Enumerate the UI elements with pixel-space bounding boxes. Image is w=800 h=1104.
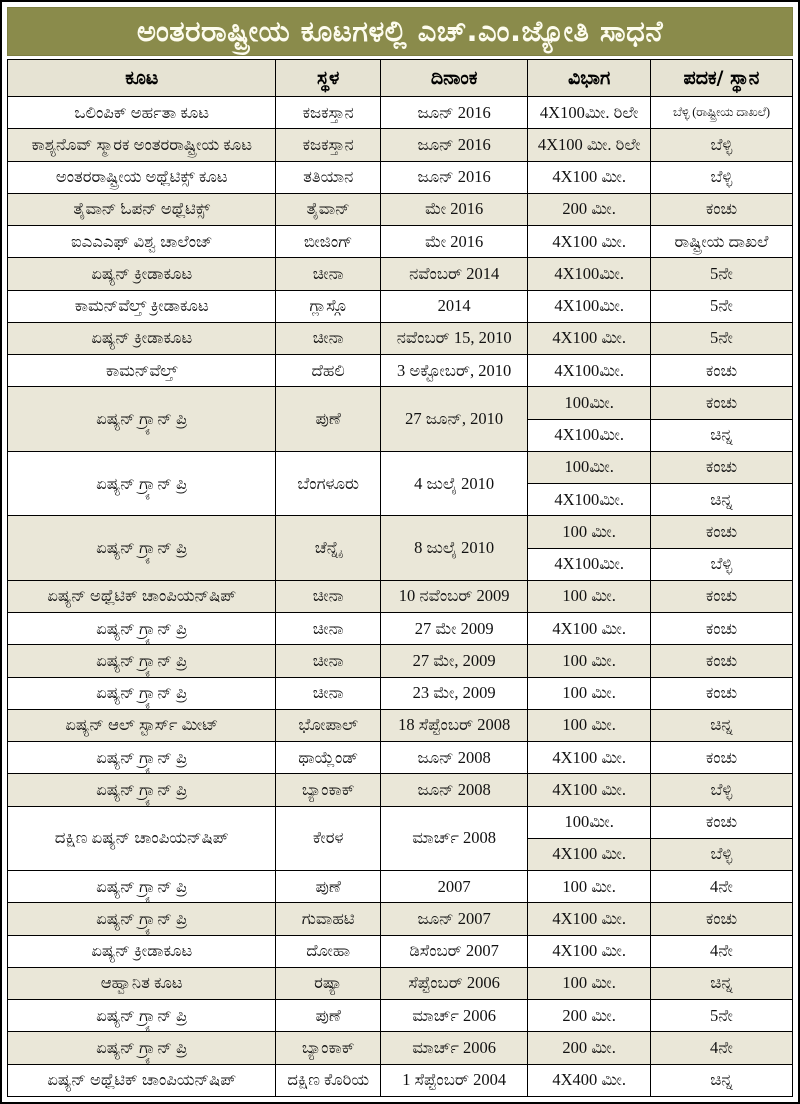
table-row [8,935,793,967]
cell-medal: ಕಂಚು [650,193,792,225]
cell-meet: ಏಷ್ಯನ್ ಗ್ರ್ಯಾನ್ ಪ್ರಿ [8,1032,276,1064]
cell-date: ಡಿಸೆಂಬರ್ 2007 [380,935,528,967]
cell-place: ಕಜಕಸ್ತಾನ [276,97,380,129]
cell-date: ಮೇ 2016 [380,226,528,258]
table-row [8,871,793,903]
col-header-event: ವಿಭಾಗ [528,60,650,97]
table-row [8,129,793,161]
cell-event: 4X100 ಮೀ. [528,226,650,258]
table-row [8,258,793,290]
table-row [8,774,793,806]
cell-meet: ಏಷ್ಯನ್ ಆಲ್ ಸ್ಟಾರ್ಸ್ ಮೀಟ್ [8,709,276,741]
header-row [8,60,793,97]
cell-date: ಜೂನ್ 2016 [380,129,528,161]
cell-medal: ಕಂಚು [650,451,792,483]
cell-place: ಥಾಯ್ಲೆಂಡ್ [276,742,380,774]
table-row [8,355,793,387]
cell-medal: ಕಂಚು [650,355,792,387]
table-row [8,903,793,935]
cell-date: ಜೂನ್ 2008 [380,774,528,806]
cell-event: 4X100ಮೀ. ರಿಲೇ [528,97,650,129]
cell-medal: ಬೆಳ್ಳಿ [650,129,792,161]
cell-date: ಜೂನ್ 2007 [380,903,528,935]
cell-medal: ರಾಷ್ಟ್ರೀಯ ದಾಖಲೆ [650,226,792,258]
table-row [8,451,793,483]
cell-medal: ಕಂಚು [650,903,792,935]
cell-meet: ಏಷ್ಯನ್ ಗ್ರ್ಯಾನ್ ಪ್ರಿ [8,387,276,452]
cell-place: ತೈವಾನ್ [276,193,380,225]
cell-place: ಬ್ಯಾಂಕಾಕ್ [276,774,380,806]
cell-date: 27 ಮೇ, 2009 [380,645,528,677]
cell-medal: 5ನೇ [650,290,792,322]
cell-place: ಪುಣೆ [276,871,380,903]
cell-medal: ಚಿನ್ನ [650,1064,792,1097]
cell-date: ನವೆಂಬರ್ 2014 [380,258,528,290]
cell-event: 4X100 ಮೀ. [528,903,650,935]
cell-meet: ಐಎಎಎಫ್ ವಿಶ್ವ ಚಾಲೆಂಜ್ [8,226,276,258]
table-row [8,742,793,774]
cell-medal: ಕಂಚು [650,387,792,419]
cell-date: 2014 [380,290,528,322]
table-row [8,677,793,709]
cell-meet: ಕಾಮನ್‌ವೆಲ್ತ್ ಕ್ರೀಡಾಕೂಟ [8,290,276,322]
cell-event: 4X100 ಮೀ. [528,742,650,774]
cell-medal: 5ನೇ [650,322,792,354]
cell-place: ದೆಹಲಿ [276,355,380,387]
cell-event: 100ಮೀ. [528,451,650,483]
cell-date: 8 ಜುಲೈ 2010 [380,516,528,581]
table-row [8,322,793,354]
cell-event: 4X100 ಮೀ. [528,935,650,967]
cell-medal: ಬೆಳ್ಳಿ [650,774,792,806]
cell-date: 1 ಸೆಪ್ಟೆಂಬರ್ 2004 [380,1064,528,1097]
cell-date: 23 ಮೇ, 2009 [380,677,528,709]
table-row [8,1000,793,1032]
cell-place: ಚೀನಾ [276,322,380,354]
cell-medal: ಕಂಚು [650,806,792,838]
cell-event: 100 ಮೀ. [528,677,650,709]
cell-meet: ಕಾಮನ್‌ವೆಲ್ತ್ [8,355,276,387]
col-header-place: ಸ್ಥಳ [276,60,380,97]
cell-medal: ಬೆಳ್ಳಿ (ರಾಷ್ಟ್ರೀಯ ದಾಖಲೆ) [650,97,792,129]
cell-meet: ಏಷ್ಯನ್ ಗ್ರ್ಯಾನ್ ಪ್ರಿ [8,613,276,645]
cell-date: 2007 [380,871,528,903]
cell-medal: ಚಿನ್ನ [650,709,792,741]
cell-medal: ಚಿನ್ನ [650,967,792,999]
cell-event: 100 ಮೀ. [528,871,650,903]
cell-event: 4X100 ಮೀ. [528,322,650,354]
cell-date: 3 ಅಕ್ಟೋಬರ್, 2010 [380,355,528,387]
cell-date: ಮಾರ್ಚ್ 2006 [380,1000,528,1032]
cell-medal: ಕಂಚು [650,580,792,612]
cell-place: ಚೀನಾ [276,645,380,677]
table-row [8,387,793,419]
cell-event: 200 ಮೀ. [528,193,650,225]
cell-date: ಮಾರ್ಚ್ 2008 [380,806,528,871]
cell-meet: ದಕ್ಷಿಣ ಏಷ್ಯನ್ ಚಾಂಪಿಯನ್‌ಷಿಪ್ [8,806,276,871]
cell-date: 18 ಸೆಪ್ಟೆಂಬರ್ 2008 [380,709,528,741]
cell-event: 100ಮೀ. [528,806,650,838]
cell-meet: ಆಹ್ವಾನಿತ ಕೂಟ [8,967,276,999]
cell-date: 4 ಜುಲೈ 2010 [380,451,528,516]
cell-medal: 4ನೇ [650,871,792,903]
cell-place: ಬ್ಯಾಂಕಾಕ್ [276,1032,380,1064]
table-title-bar [7,7,793,56]
cell-medal: ಕಂಚು [650,677,792,709]
cell-event: 4X100 ಮೀ. [528,838,650,870]
cell-date: ಸೆಪ್ಟೆಂಬರ್ 2006 [380,967,528,999]
cell-event: 4X100ಮೀ. [528,258,650,290]
cell-meet: ಏಷ್ಯನ್ ಅಥ್ಲೆಟಿಕ್ ಚಾಂಪಿಯನ್‌ಷಿಪ್ [8,580,276,612]
cell-event: 100 ಮೀ. [528,580,650,612]
cell-medal: ಕಂಚು [650,613,792,645]
cell-place: ಕೇರಳ [276,806,380,871]
cell-place: ಗುವಾಹಟಿ [276,903,380,935]
cell-date: 27 ಮೇ 2009 [380,613,528,645]
results-table [7,59,793,1097]
cell-date: ಮಾರ್ಚ್ 2006 [380,1032,528,1064]
table-row [8,1032,793,1064]
cell-medal: ಬೆಳ್ಳಿ [650,161,792,193]
cell-place: ಭೋಪಾಲ್ [276,709,380,741]
table-row [8,226,793,258]
cell-date: 10 ನವೆಂಬರ್ 2009 [380,580,528,612]
cell-date: ಜೂನ್ 2016 [380,161,528,193]
table-row [8,97,793,129]
table-row [8,161,793,193]
cell-place: ಬೀಜಿಂಗ್ [276,226,380,258]
cell-meet: ಕಾಶ್ಯನೊವ್ ಸ್ಮಾರಕ ಅಂತರರಾಷ್ಟ್ರೀಯ ಕೂಟ [8,129,276,161]
cell-place: ಚೆನ್ನೈ [276,516,380,581]
table-row [8,290,793,322]
cell-event: 100 ಮೀ. [528,516,650,548]
cell-event: 4X100ಮೀ. [528,419,650,451]
cell-date: ಜೂನ್ 2008 [380,742,528,774]
cell-meet: ಏಷ್ಯನ್ ಗ್ರ್ಯಾನ್ ಪ್ರಿ [8,1000,276,1032]
cell-event: 4X100 ಮೀ. [528,161,650,193]
cell-meet: ಏಷ್ಯನ್ ಅಥ್ಲೆಟಿಕ್ ಚಾಂಪಿಯನ್‌ಷಿಪ್ [8,1064,276,1097]
cell-event: 4X100ಮೀ. [528,355,650,387]
cell-place: ಚೀನಾ [276,580,380,612]
table-row [8,1064,793,1097]
cell-medal: ಚಿನ್ನ [650,419,792,451]
cell-event: 4X100ಮೀ. [528,548,650,580]
cell-meet: ಏಷ್ಯನ್ ಗ್ರ್ಯಾನ್ ಪ್ರಿ [8,774,276,806]
page-title: ಅಂತರರಾಷ್ಟ್ರೀಯ ಕೂಟಗಳಲ್ಲಿ ಎಚ್.ಎಂ.ಜ್ಯೋತಿ ಸಾಧನೆ [136,14,664,48]
cell-medal: 5ನೇ [650,258,792,290]
cell-place: ಚೀನಾ [276,613,380,645]
cell-event: 4X100ಮೀ. [528,484,650,516]
cell-event: 4X100 ಮೀ. ರಿಲೇ [528,129,650,161]
cell-place: ದಕ್ಷಿಣ ಕೊರಿಯ [276,1064,380,1097]
cell-meet: ಏಷ್ಯನ್ ಗ್ರ್ಯಾನ್ ಪ್ರಿ [8,645,276,677]
table-row [8,967,793,999]
cell-meet: ಏಷ್ಯನ್ ಕ್ರೀಡಾಕೂಟ [8,322,276,354]
cell-medal: 5ನೇ [650,1000,792,1032]
cell-meet: ಒಲಿಂಪಿಕ್ ಅರ್ಹತಾ ಕೂಟ [8,97,276,129]
cell-place: ತತಿಯಾನ [276,161,380,193]
cell-medal: ಕಂಚು [650,516,792,548]
cell-meet: ಏಷ್ಯನ್ ಕ್ರೀಡಾಕೂಟ [8,258,276,290]
results-table-wrap [7,59,793,1097]
table-row [8,580,793,612]
cell-place: ದೋಹಾ [276,935,380,967]
cell-place: ಪುಣೆ [276,387,380,452]
table-row [8,193,793,225]
cell-date: ಜೂನ್ 2016 [380,97,528,129]
cell-meet: ಏಷ್ಯನ್ ಗ್ರ್ಯಾನ್ ಪ್ರಿ [8,677,276,709]
cell-place: ಚೀನಾ [276,258,380,290]
cell-medal: ಚಿನ್ನ [650,484,792,516]
cell-medal: ಕಂಚು [650,645,792,677]
cell-date: ಮೇ 2016 [380,193,528,225]
cell-event: 100 ಮೀ. [528,709,650,741]
cell-medal: ಬೆಳ್ಳಿ [650,548,792,580]
cell-medal: ಬೆಳ್ಳಿ [650,838,792,870]
cell-event: 4X100 ಮೀ. [528,774,650,806]
cell-date: 27 ಜೂನ್, 2010 [380,387,528,452]
cell-meet: ಏಷ್ಯನ್ ಗ್ರ್ಯಾನ್ ಪ್ರಿ [8,451,276,516]
cell-event: 100ಮೀ. [528,387,650,419]
cell-place: ಬೆಂಗಳೂರು [276,451,380,516]
cell-meet: ಏಷ್ಯನ್ ಗ್ರ್ಯಾನ್ ಪ್ರಿ [8,742,276,774]
table-row [8,516,793,548]
cell-medal: 4ನೇ [650,1032,792,1064]
cell-meet: ಏಷ್ಯನ್ ಗ್ರ್ಯಾನ್ ಪ್ರಿ [8,516,276,581]
cell-event: 100 ಮೀ. [528,967,650,999]
cell-place: ಚೀನಾ [276,677,380,709]
table-row [8,613,793,645]
col-header-date: ದಿನಾಂಕ [380,60,528,97]
cell-place: ಗ್ಲಾಸ್ಗೊ [276,290,380,322]
col-header-medal: ಪದಕ/ ಸ್ಥಾನ [650,60,792,97]
cell-meet: ತೈವಾನ್ ಓಪನ್ ಅಥ್ಲೆಟಿಕ್ಸ್ [8,193,276,225]
cell-place: ಕಜಕಸ್ತಾನ [276,129,380,161]
cell-date: ನವೆಂಬರ್ 15, 2010 [380,322,528,354]
cell-event: 4X100 ಮೀ. [528,613,650,645]
cell-meet: ಏಷ್ಯನ್ ಕ್ರೀಡಾಕೂಟ [8,935,276,967]
cell-event: 200 ಮೀ. [528,1000,650,1032]
table-row [8,645,793,677]
cell-medal: 4ನೇ [650,935,792,967]
cell-meet: ಏಷ್ಯನ್ ಗ್ರ್ಯಾನ್ ಪ್ರಿ [8,903,276,935]
cell-meet: ಅಂತರರಾಷ್ಟ್ರೀಯ ಅಥ್ಲೆಟಿಕ್ಸ್ ಕೂಟ [8,161,276,193]
cell-medal: ಕಂಚು [650,742,792,774]
cell-place: ರಷ್ಯಾ [276,967,380,999]
col-header-meet: ಕೂಟ [8,60,276,97]
cell-meet: ಏಷ್ಯನ್ ಗ್ರ್ಯಾನ್ ಪ್ರಿ [8,871,276,903]
table-row [8,709,793,741]
cell-place: ಪುಣೆ [276,1000,380,1032]
table-row [8,806,793,838]
cell-event: 200 ಮೀ. [528,1032,650,1064]
cell-event: 4X400 ಮೀ. [528,1064,650,1097]
cell-event: 4X100ಮೀ. [528,290,650,322]
cell-event: 100 ಮೀ. [528,645,650,677]
